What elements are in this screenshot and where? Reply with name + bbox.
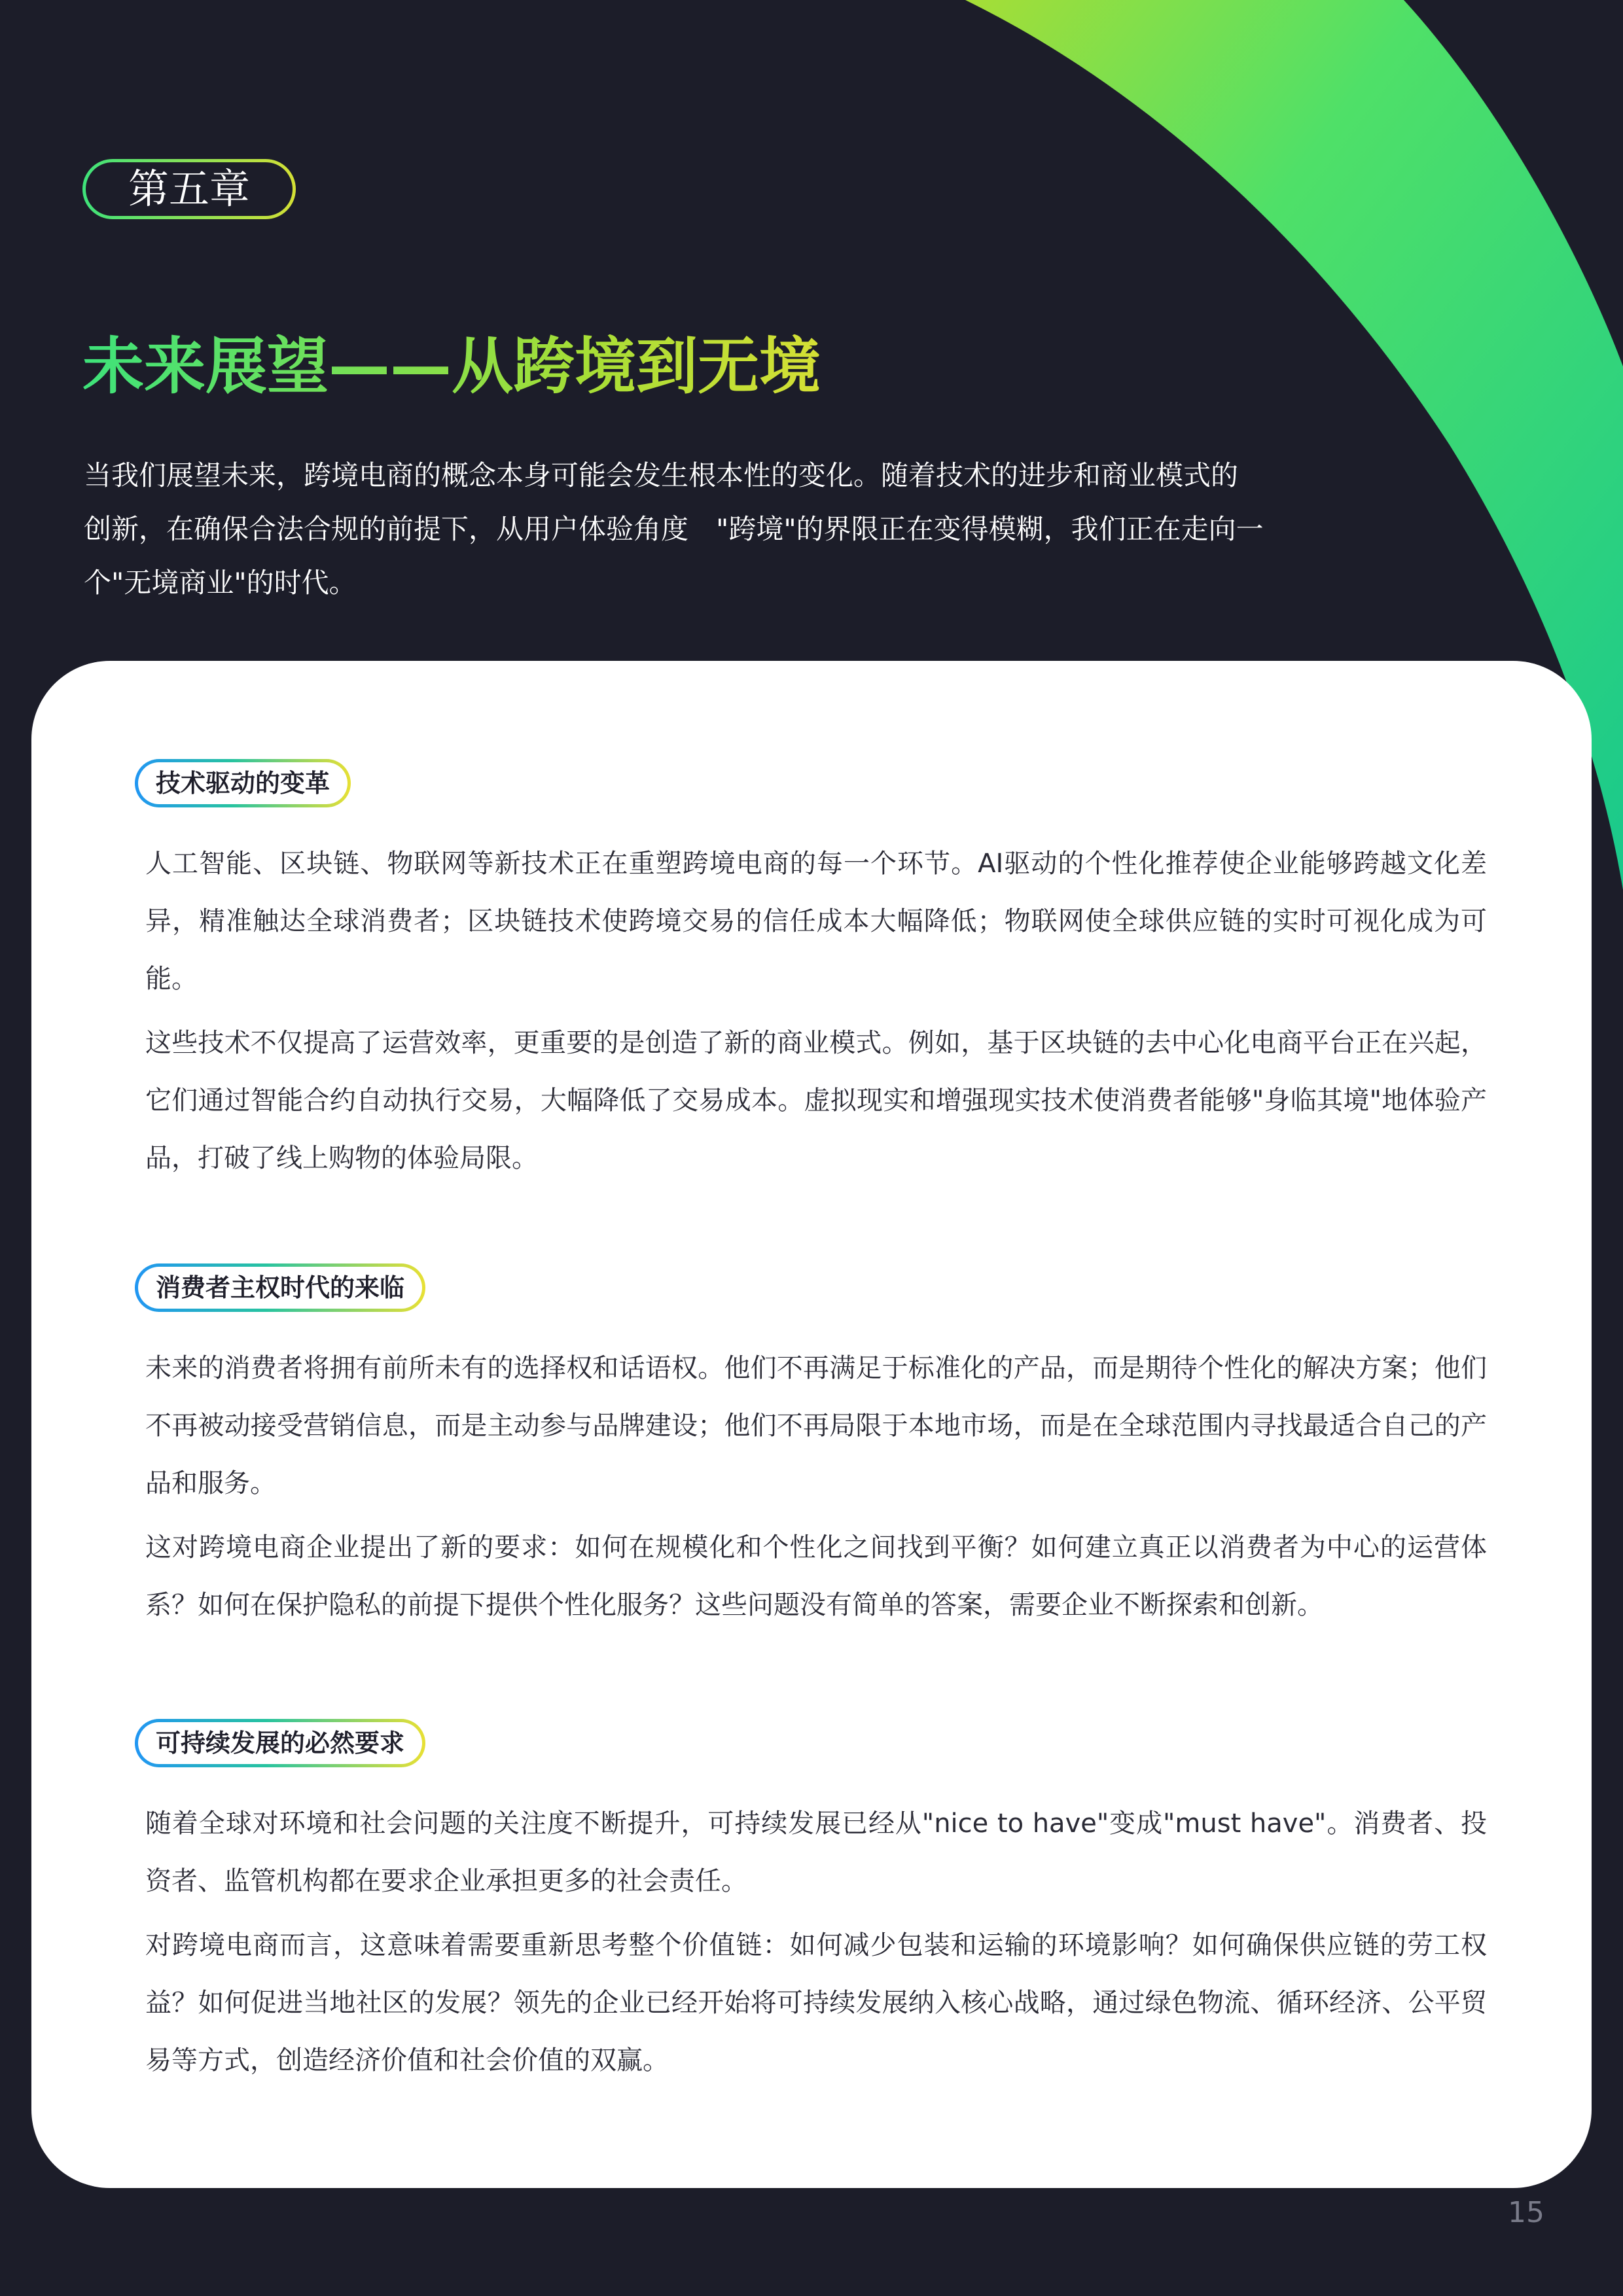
section-heading: 可持续发展的必然要求: [135, 1719, 425, 1767]
section-paragraph: 这对跨境电商企业提出了新的要求：如何在规模化和个性化之间找到平衡？如何建立真正以消费者为中心的运营体系？如何在保护隐私的前提下提供个性化服务？这些问题没有简单的答案，需要企业不断探索和创新。: [145, 1532, 1487, 1620]
section-paragraph: 人工智能、区块链、物联网等新技术正在重塑跨境电商的每一个环节。AI驱动的个性化推荐使企业能够跨越文化差异，精准触达全球消费者；区块链技术使跨境交易的信任成本大幅降低；物联网使全球供应链的实时可视化成为可能。: [145, 849, 1487, 994]
section-paragraph: 随着全球对环境和社会问题的关注度不断提升，可持续发展已经从"nice to have"变成"must have"。消费者、投资者、监管机构都在要求企业承担更多的社会责任。: [145, 1809, 1487, 1896]
section-sustainability: [145, 1719, 1487, 2089]
section-paragraph: 未来的消费者将拥有前所未有的选择权和话语权。他们不再满足于标准化的产品，而是期待个性化的解决方案；他们不再被动接受营销信息，而是主动参与品牌建设；他们不再局限于本地市场，而是在全球范围内寻找最适合自己的产品和服务。: [145, 1353, 1487, 1498]
chapter-label: 第五章: [82, 159, 296, 219]
intro-paragraph: 当我们展望未来，跨境电商的概念本身可能会发生根本性的变化。随着技术的进步和商业模式的 创新，在确保合法合规的前提下，从用户体验角度 "跨境"的界限正在变得模糊，我们正在走向一 个"无境商业"的时代。: [84, 459, 1264, 599]
section-heading: 技术驱动的变革: [135, 759, 351, 807]
section-paragraph: 这些技术不仅提高了运营效率，更重要的是创造了新的商业模式。例如，基于区块链的去中心化电商平台正在兴起，它们通过智能合约自动执行交易，大幅降低了交易成本。虚拟现实和增强现实技术使消费者能够"身临其境"地体验产品，打破了线上购物的体验局限。: [145, 1028, 1487, 1173]
section-tech-driven: [145, 759, 1487, 1187]
section-consumer-sovereignty: [145, 1263, 1487, 1634]
page-number: 15: [1508, 2196, 1544, 2229]
page-title: 未来展望——从跨境到无境: [82, 325, 1195, 410]
section-heading: 消费者主权时代的来临: [135, 1263, 425, 1312]
section-paragraph: 对跨境电商而言，这意味着需要重新思考整个价值链：如何减少包装和运输的环境影响？如何确保供应链的劳工权益？如何促进当地社区的发展？领先的企业已经开始将可持续发展纳入核心战略，通过绿色物流、循环经济、公平贸易等方式，创造经济价值和社会价值的双赢。: [145, 1930, 1487, 2075]
